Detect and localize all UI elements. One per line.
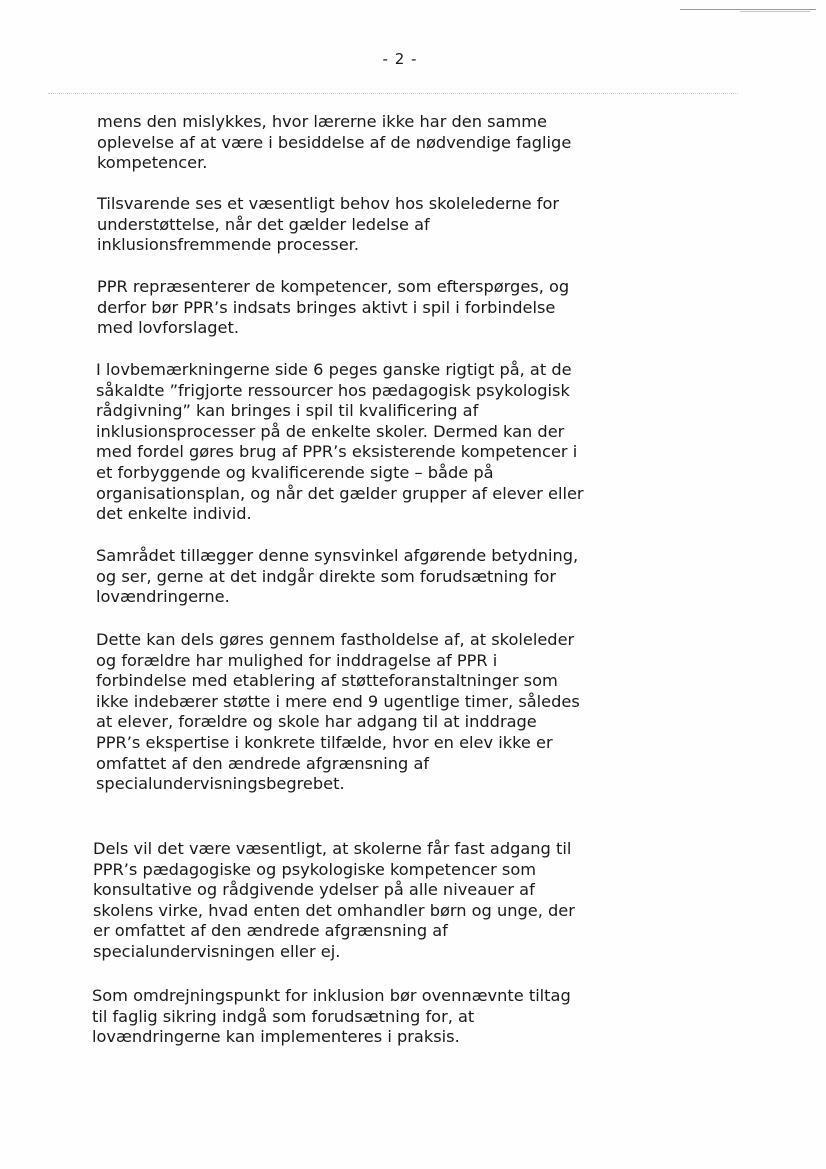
paragraph: Tilsvarende ses et væsentligt behov hos skolelederne for understøttelse, når det gælder ledelse af inklusionsfremmende processer. xyxy=(97,194,560,255)
paragraph: Samrådet tillægger denne synsvinkel afgørende betydning, og ser, gerne at det indgår direkte som forudsætning for lovændringerne. xyxy=(96,546,579,607)
paragraph: PPR repræsenterer de kompetencer, som efterspørges, og derfor bør PPR’s indsats bringes aktivt i spil i forbindelse med lovforslaget. xyxy=(97,277,570,338)
page-number: - 2 - xyxy=(382,50,418,68)
paragraph: mens den mislykkes, hvor lærerne ikke har den samme oplevelse af at være i besiddelse af de nødvendige faglige kompetencer. xyxy=(97,112,572,173)
paragraph: Som omdrejningspunkt for inklusion bør ovennævnte tiltag til faglig sikring indgå som forudsætning for, at lovændringerne kan implementeres i praksis. xyxy=(92,986,571,1047)
scan-artifact-line xyxy=(680,9,816,10)
paragraph: I lovbemærkningerne side 6 peges ganske rigtigt på, at de såkaldte ”frigjorte ressourcer hos pædagogisk psykologisk rådgivning” kan bringes i spil til kvalificering af inklusionsprocesser på de enkelte skoler. Dermed kan der med fordel gøres brug af PPR’s eksisterende kompetencer i et forbyggende og kvalificerende sigte – både på organisationsplan, og når det gælder grupper af elever eller det enkelte individ. xyxy=(96,360,584,524)
scan-artifact-line xyxy=(740,11,810,12)
paragraph: Dels vil det være væsentligt, at skolerne får fast adgang til PPR’s pædagogiske og psykologiske kompetencer som konsultative og rådgivende ydelser på alle niveauer af skolens virke, hvad enten det omhandler børn og unge, der er omfattet af den ændrede afgrænsning af specialundervisningen eller ej. xyxy=(93,839,575,961)
paragraph: Dette kan dels gøres gennem fastholdelse af, at skoleleder og forældre har mulighed for inddragelse af PPR i forbindelse med etablering af støtteforanstaltninger som ikke indebærer støtte i mere end 9 ugentlige timer, således at elever, forældre og skole har adgang til at inddrage PPR’s ekspertise i konkrete tilfælde, hvor en elev ikke er omfattet af den ændrede afgrænsning af specialundervisningsbegrebet. xyxy=(96,630,580,794)
header-divider xyxy=(48,93,738,94)
